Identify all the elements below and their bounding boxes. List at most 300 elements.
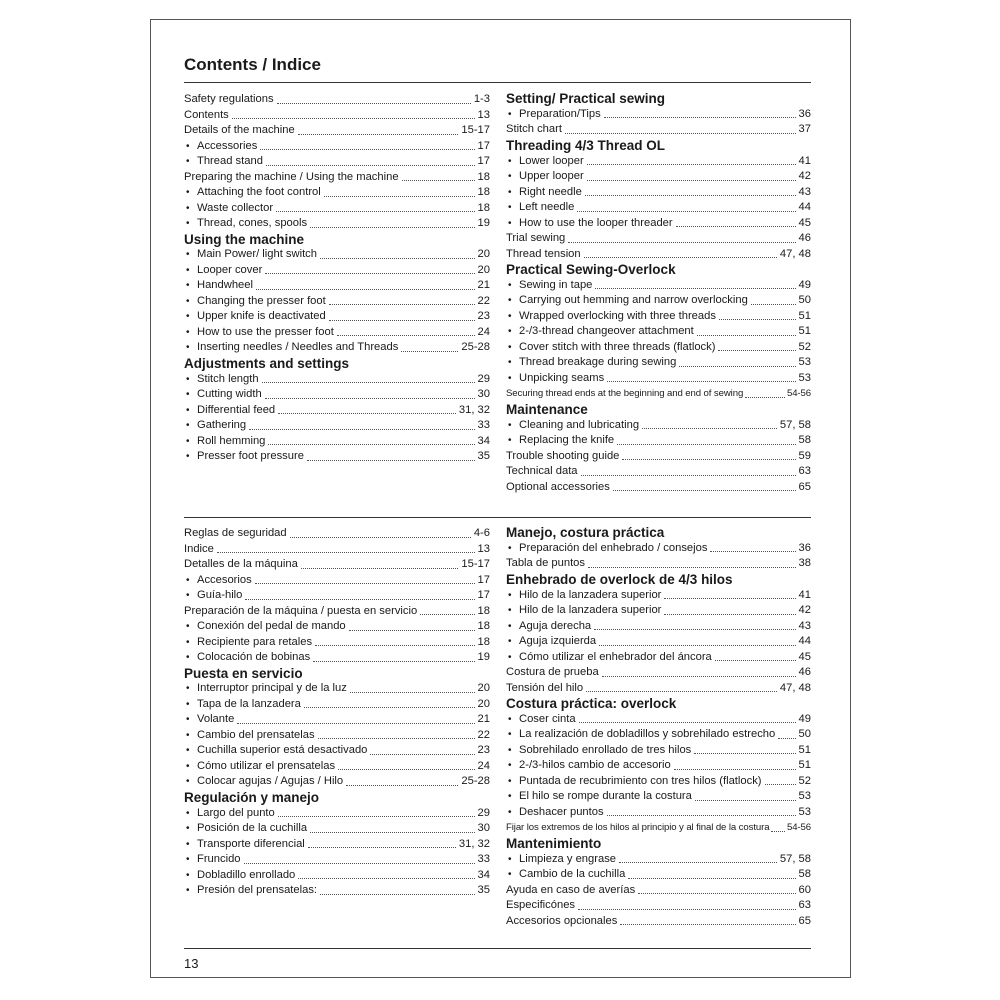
dot-leader xyxy=(402,180,475,181)
spanish-contents-right-column xyxy=(506,525,811,929)
entry-label: • How to use the looper threader xyxy=(519,216,673,229)
entry-label: • Stitch length xyxy=(197,372,259,385)
toc-subentry xyxy=(184,681,490,697)
toc-subentry xyxy=(506,200,811,216)
page-reference: 37 xyxy=(798,123,811,136)
page-reference: 15-17 xyxy=(461,558,490,570)
toc-subentry xyxy=(506,154,811,170)
toc-subentry xyxy=(184,743,490,759)
dot-leader xyxy=(664,614,795,615)
dot-leader xyxy=(695,800,796,801)
toc-entry xyxy=(184,526,490,542)
entry-label: • Aguja derecha xyxy=(519,619,592,632)
page-reference: 54-56 xyxy=(786,388,811,400)
entry-label: • Preparación del enhebrado / consejos xyxy=(519,541,708,554)
section-heading: Regulación y manejo xyxy=(184,789,320,805)
entry-label: Ayuda en caso de averías xyxy=(506,883,636,896)
entry-label: Tabla de puntos xyxy=(506,557,585,570)
toc-subentry xyxy=(506,278,811,294)
dot-leader xyxy=(565,133,796,134)
page-reference: 20 xyxy=(477,263,490,276)
entry-label: • Cómo utilizar el prensatelas xyxy=(197,759,336,772)
dot-leader xyxy=(587,164,796,165)
toc-subentry xyxy=(184,852,490,868)
entry-label: • Deshacer puntos xyxy=(519,805,604,818)
page-reference: 36 xyxy=(798,107,811,120)
entry-label: Trouble shooting guide xyxy=(506,449,620,462)
entry-label: • Puntada de recubrimiento con tres hilos (flatlock) xyxy=(519,774,762,787)
entry-label: Technical data xyxy=(506,465,578,478)
page-number: 13 xyxy=(184,956,199,971)
footer-divider xyxy=(184,948,811,949)
dot-leader xyxy=(301,568,459,569)
page-reference: 53 xyxy=(798,805,811,818)
page-reference: 31, 32 xyxy=(458,837,490,850)
page-reference: 19 xyxy=(477,651,490,663)
page-reference: 42 xyxy=(798,604,811,617)
section-heading: Manejo, costura práctica xyxy=(506,525,665,540)
toc-subentry xyxy=(184,806,490,822)
entry-label: • Presión del prensatelas: xyxy=(197,884,318,897)
toc-subentry xyxy=(184,573,490,589)
toc-subentry xyxy=(184,821,490,837)
dot-leader xyxy=(310,832,474,833)
toc-entry xyxy=(184,92,490,108)
entry-label: • Dobladillo enrollado xyxy=(197,868,296,881)
toc-subentry xyxy=(506,789,811,805)
toc-subentry xyxy=(184,588,490,604)
page-reference: 22 xyxy=(477,728,490,741)
entry-label: • How to use the presser foot xyxy=(197,325,334,338)
dot-leader xyxy=(710,551,795,552)
toc-entry xyxy=(184,542,490,558)
page-reference: 50 xyxy=(798,294,811,307)
dot-leader xyxy=(587,180,796,181)
page-reference: 49 xyxy=(798,278,811,291)
dot-leader xyxy=(585,195,796,196)
dot-leader xyxy=(594,629,795,630)
entry-label: • Preparation/Tips xyxy=(519,107,601,120)
dot-leader xyxy=(266,165,475,166)
toc-subentry xyxy=(506,619,811,635)
entry-label: Fijar los extremos de los hilos al principio y al final de la costura xyxy=(506,822,770,834)
spanish-contents-left-column xyxy=(184,526,490,899)
dot-leader xyxy=(329,320,475,321)
toc-subentry xyxy=(184,635,490,651)
page-reference: 63 xyxy=(798,899,811,912)
dot-leader xyxy=(308,847,456,848)
page-reference: 63 xyxy=(798,465,811,478)
toc-subentry xyxy=(184,340,490,356)
page-reference: 41 xyxy=(798,588,811,601)
entry-label: • Left needle xyxy=(519,201,575,214)
entry-label: • Recipiente para retales xyxy=(197,635,313,648)
toc-entry xyxy=(506,665,811,681)
toc-subentry xyxy=(184,185,490,201)
page-reference: 65 xyxy=(798,480,811,493)
entry-label: • Hilo de la lanzadera superior xyxy=(519,604,662,617)
dot-leader xyxy=(599,645,795,646)
dot-leader xyxy=(245,599,474,600)
toc-subentry xyxy=(506,774,811,790)
toc-subentry xyxy=(184,263,490,279)
toc-subentry xyxy=(184,697,490,713)
toc-entry xyxy=(506,820,811,836)
dot-leader xyxy=(256,289,475,290)
toc-entry xyxy=(506,231,811,247)
entry-label: Reglas de seguridad xyxy=(184,527,287,539)
toc-subentry xyxy=(184,154,490,170)
page-reference: 18 xyxy=(477,604,490,617)
toc-subentry xyxy=(184,247,490,263)
dot-leader xyxy=(694,753,795,754)
toc-entry xyxy=(184,108,490,124)
english-contents-left-column xyxy=(184,92,490,465)
dot-leader xyxy=(337,335,475,336)
entry-label: • Thread, cones, spools xyxy=(197,217,308,229)
toc-subentry xyxy=(506,758,811,774)
dot-leader xyxy=(607,815,796,816)
dot-leader xyxy=(260,149,474,150)
title-divider xyxy=(184,82,811,83)
dot-leader xyxy=(584,257,777,258)
dot-leader xyxy=(318,738,475,739)
entry-label: • Cutting width xyxy=(197,388,262,401)
toc-subentry xyxy=(506,588,811,604)
page-reference: 44 xyxy=(798,635,811,648)
toc-subentry xyxy=(184,325,490,341)
page-reference: 43 xyxy=(798,619,811,632)
toc-subentry xyxy=(184,868,490,884)
page-reference: 29 xyxy=(477,372,490,385)
dot-leader xyxy=(237,723,474,724)
toc-entry xyxy=(184,123,490,139)
entry-label: • Right needle xyxy=(519,185,582,198)
dot-leader xyxy=(628,878,795,879)
page-reference: 17 xyxy=(477,589,490,601)
toc-subentry xyxy=(506,867,811,883)
entry-label: Preparación de la máquina / puesta en servicio xyxy=(184,604,418,617)
entry-label: • Colocar agujas / Agujas / Hilo xyxy=(197,775,344,788)
toc-subentry xyxy=(184,712,490,728)
page-reference: 50 xyxy=(798,728,811,741)
toc-subentry xyxy=(184,201,490,217)
entry-label: • Colocación de bobinas xyxy=(197,651,311,663)
dot-leader xyxy=(265,398,475,399)
entry-label: Contents xyxy=(184,108,229,121)
toc-entry xyxy=(506,464,811,480)
page-reference: 51 xyxy=(798,325,811,338)
entry-label: • Accesorios xyxy=(197,573,252,586)
toc-subentry xyxy=(506,107,811,123)
entry-label: • Guía-hilo xyxy=(197,589,243,601)
dot-leader xyxy=(751,304,796,305)
toc-subentry xyxy=(184,774,490,790)
entry-label: Details of the machine xyxy=(184,124,295,136)
dot-leader xyxy=(255,583,475,584)
page-reference: 20 xyxy=(477,248,490,261)
dot-leader xyxy=(320,894,475,895)
page-reference: 18 xyxy=(477,201,490,214)
dot-leader xyxy=(249,429,474,430)
page-reference: 49 xyxy=(798,712,811,725)
dot-leader xyxy=(244,863,475,864)
entry-label: • Presser foot pressure xyxy=(197,450,304,463)
entry-label: • Cuchilla superior está desactivado xyxy=(197,744,368,757)
entry-label: Indice xyxy=(184,542,214,555)
dot-leader xyxy=(420,614,474,615)
page-reference: 59 xyxy=(798,449,811,462)
entry-label: • 2-/3-hilos cambio de accesorio xyxy=(519,759,671,772)
section-heading: Using the machine xyxy=(184,231,305,247)
entry-label: Accesorios opcionales xyxy=(506,914,618,927)
entry-label: • Differential feed xyxy=(197,403,276,416)
toc-entry xyxy=(506,681,811,697)
toc-subentry xyxy=(184,883,490,899)
page-reference: 41 xyxy=(798,154,811,167)
section-heading: Threading 4/3 Thread OL xyxy=(506,137,666,153)
page-reference: 36 xyxy=(798,541,811,554)
dot-leader xyxy=(638,893,795,894)
page-reference: 21 xyxy=(477,279,490,292)
toc-subentry xyxy=(184,449,490,465)
entry-label: • Handwheel xyxy=(197,279,253,292)
entry-label: • Aguja izquierda xyxy=(519,635,597,648)
page-reference: 60 xyxy=(798,883,811,896)
entry-label: • Lower looper xyxy=(519,154,584,167)
dot-leader xyxy=(602,676,796,677)
dot-leader xyxy=(581,475,796,476)
page-reference: 45 xyxy=(798,650,811,663)
page-reference: 15-17 xyxy=(461,124,490,136)
entry-label: • Coser cinta xyxy=(519,712,576,725)
dot-leader xyxy=(607,381,795,382)
page-reference: 47, 48 xyxy=(779,681,811,694)
entry-label: Tensión del hilo xyxy=(506,681,584,694)
dot-leader xyxy=(679,366,795,367)
page-reference: 25-28 xyxy=(461,341,490,354)
page-reference: 21 xyxy=(477,713,490,726)
entry-label: Stitch chart xyxy=(506,123,562,136)
page-reference: 52 xyxy=(798,340,811,353)
toc-subentry xyxy=(506,169,811,185)
page-reference: 25-28 xyxy=(461,775,490,788)
page-reference: 30 xyxy=(477,822,490,835)
entry-label: • Largo del punto xyxy=(197,806,275,819)
toc-subentry xyxy=(184,418,490,434)
toc-entry xyxy=(506,883,811,899)
toc-entry xyxy=(184,170,490,186)
page-reference: 65 xyxy=(798,914,811,927)
toc-subentry xyxy=(506,293,811,309)
dot-leader xyxy=(401,351,458,352)
dot-leader xyxy=(268,444,474,445)
entry-label: Thread tension xyxy=(506,247,581,260)
entry-label: • Wrapped overlocking with three threads xyxy=(519,309,716,322)
dot-leader xyxy=(278,816,475,817)
entry-label: • Sewing in tape xyxy=(519,278,593,291)
entry-label: • Cover stitch with three threads (flatlock) xyxy=(519,340,716,353)
dot-leader xyxy=(578,909,796,910)
page-reference: 29 xyxy=(477,806,490,819)
toc-entry xyxy=(506,556,811,572)
page-reference: 17 xyxy=(477,573,490,586)
entry-label: • Volante xyxy=(197,713,235,726)
page-reference: 24 xyxy=(477,759,490,772)
dot-leader xyxy=(304,707,475,708)
toc-entry xyxy=(506,914,811,930)
page-reference: 58 xyxy=(798,868,811,881)
page-reference: 18 xyxy=(477,170,490,183)
toc-subentry xyxy=(184,309,490,325)
section-heading: Setting/ Practical sewing xyxy=(506,91,666,106)
dot-leader xyxy=(313,661,474,662)
toc-entry xyxy=(506,247,811,263)
toc-subentry xyxy=(506,185,811,201)
dot-leader xyxy=(745,397,785,398)
entry-label: • Hilo de la lanzadera superior xyxy=(519,588,662,601)
dot-leader xyxy=(307,460,475,461)
page-reference: 24 xyxy=(477,325,490,338)
section-divider xyxy=(184,517,811,518)
toc-subentry xyxy=(506,634,811,650)
toc-subentry xyxy=(184,403,490,419)
toc-subentry xyxy=(506,805,811,821)
page-reference: 1-3 xyxy=(473,93,490,105)
dot-leader xyxy=(588,567,796,568)
toc-entry xyxy=(506,122,811,138)
dot-leader xyxy=(622,459,795,460)
page-reference: 52 xyxy=(798,774,811,787)
toc-subentry xyxy=(506,340,811,356)
entry-label: • Looper cover xyxy=(197,263,263,276)
section-heading: Enhebrado de overlock de 4/3 hilos xyxy=(506,571,733,587)
toc-subentry xyxy=(184,728,490,744)
page-reference: 18 xyxy=(477,635,490,648)
entry-label: • La realización de dobladillos y sobrehilado estrecho xyxy=(519,728,776,741)
page-reference: 31, 32 xyxy=(458,403,490,416)
entry-label: • Gathering xyxy=(197,419,247,432)
dot-leader xyxy=(262,382,475,383)
page-reference: 51 xyxy=(798,309,811,322)
dot-leader xyxy=(310,227,474,228)
toc-entry xyxy=(506,449,811,465)
page-reference: 13 xyxy=(477,542,490,555)
dot-leader xyxy=(642,428,777,429)
dot-leader xyxy=(290,537,471,538)
entry-label: • Roll hemming xyxy=(197,434,266,447)
entry-label: • Thread stand xyxy=(197,155,263,167)
toc-subentry xyxy=(184,372,490,388)
entry-label: Costura de prueba xyxy=(506,666,599,679)
section-heading: Puesta en servicio xyxy=(184,665,303,681)
dot-leader xyxy=(676,226,796,227)
page-reference: 57, 58 xyxy=(779,852,811,865)
page-reference: 13 xyxy=(477,108,490,121)
page-reference: 35 xyxy=(477,884,490,897)
section-heading: Adjustments and settings xyxy=(184,355,350,371)
page-reference: 19 xyxy=(477,217,490,229)
page-reference: 46 xyxy=(798,666,811,679)
toc-subentry xyxy=(184,619,490,635)
section-heading: Maintenance xyxy=(506,401,588,417)
entry-label: • Cambio del prensatelas xyxy=(197,728,315,741)
dot-leader xyxy=(664,598,795,599)
page-reference: 34 xyxy=(477,868,490,881)
entry-label: • Carrying out hemming and narrow overlocking xyxy=(519,294,748,307)
page-reference: 53 xyxy=(798,371,811,384)
entry-label: • Changing the presser foot xyxy=(197,294,326,307)
page-reference: 44 xyxy=(798,201,811,214)
dot-leader xyxy=(370,754,474,755)
dot-leader xyxy=(697,335,796,336)
dot-leader xyxy=(276,211,474,212)
dot-leader xyxy=(338,769,475,770)
page-reference: 46 xyxy=(798,232,811,245)
toc-subentry xyxy=(506,603,811,619)
dot-leader xyxy=(715,660,796,661)
entry-label: Preparing the machine / Using the machine xyxy=(184,170,399,183)
toc-subentry xyxy=(506,433,811,449)
toc-entry xyxy=(184,604,490,620)
page-reference: 33 xyxy=(477,419,490,432)
entry-label: • Cómo utilizar el enhebrador del áncora xyxy=(519,650,712,663)
entry-label: • Upper looper xyxy=(519,170,584,183)
entry-label: • Replacing the knife xyxy=(519,434,615,447)
entry-label: • Accessories xyxy=(197,139,258,152)
dot-leader xyxy=(329,304,475,305)
dot-leader xyxy=(265,273,474,274)
toc-entry xyxy=(506,898,811,914)
toc-subentry xyxy=(506,216,811,232)
page-reference: 23 xyxy=(477,744,490,757)
toc-subentry xyxy=(506,712,811,728)
entry-label: • Limpieza y engrase xyxy=(519,852,617,865)
page-reference: 45 xyxy=(798,216,811,229)
dot-leader xyxy=(568,242,795,243)
entry-label: • Waste collector xyxy=(197,201,274,214)
toc-subentry xyxy=(506,727,811,743)
entry-label: • Thread breakage during sewing xyxy=(519,356,677,369)
toc-subentry xyxy=(184,387,490,403)
toc-subentry xyxy=(184,278,490,294)
toc-subentry xyxy=(506,743,811,759)
dot-leader xyxy=(617,444,795,445)
dot-leader xyxy=(350,692,475,693)
dot-leader xyxy=(718,350,795,351)
page-reference: 23 xyxy=(477,310,490,323)
entry-label: • Cambio de la cuchilla xyxy=(519,868,626,881)
page-reference: 20 xyxy=(477,697,490,710)
entry-label: • Upper knife is deactivated xyxy=(197,310,326,323)
entry-label: • Posición de la cuchilla xyxy=(197,822,308,835)
dot-leader xyxy=(298,134,459,135)
toc-subentry xyxy=(184,434,490,450)
entry-label: Safety regulations xyxy=(184,93,274,105)
toc-subentry xyxy=(506,309,811,325)
dot-leader xyxy=(765,784,796,785)
dot-leader xyxy=(324,196,475,197)
dot-leader xyxy=(620,924,795,925)
entry-label: • Attaching the foot control xyxy=(197,186,321,198)
dot-leader xyxy=(579,722,796,723)
page-reference: 18 xyxy=(477,186,490,198)
page-reference: 42 xyxy=(798,170,811,183)
dot-leader xyxy=(771,831,785,832)
entry-label: Securing thread ends at the beginning and end of sewing xyxy=(506,388,744,400)
entry-label: • Unpicking seams xyxy=(519,371,605,384)
toc-subentry xyxy=(184,837,490,853)
